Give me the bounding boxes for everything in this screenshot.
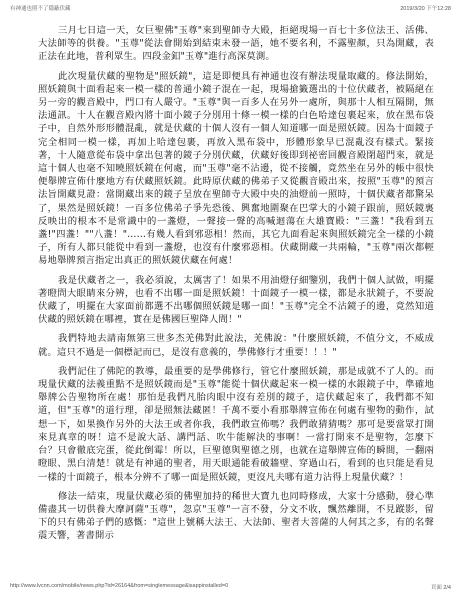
paragraph-intro: 三月七日這一天，女巨聖佛"玉尊"來到聖師寺大殿，拒絕現場一百七十多位法王、活佛、大法師等的供養。"玉尊"從法會開始到結束未發一語，她不要名利，不露聖顏，只為開藏，表正法在此地，普利眾生。四段金釦"玉尊"進行高深莫測。: [38, 25, 434, 63]
paragraph-conclusion: 修法一結束，現量伏藏必須的佛聖加持的稀世大寶九也同時修成，大家十分感動，發心準備盡其一切供養大摩訶薩"玉尊"，忽京"玉尊"一言不發，分文不收，飄然離開，不見蹤影，留下的只有佛弟子們的感慨："這世上號稱大法王、大法師、聖者大菩薩的人何其之多，有的名聲震天響，著書開示: [38, 490, 434, 542]
header-datetime: 2019/3/20 下午12:28: [400, 6, 451, 12]
page-footer: [10, 583, 451, 593]
footer-url: http://www.lvcnn.com/mobile/news.php?id=26164&from=singlemessage&isappinstalled=0: [10, 583, 229, 589]
paragraph-witness: 我是伏藏者之一，我必須說，太厲害了！如果不用油燈仔細鑒別，我們十個人試做，明擺著瞪問大眼睛來分辨，也看不出哪一面是照妖鏡！十面鏡子一模一樣，都是永狀鏡子，不要說伏藏了，明擺在大家面前都選不出哪個照妖鏡是哪一面！"玉尊"完全不沾鏡子的邊，竟然知道伏藏的照妖鏡在哪裡，實在是佛國巨聖降人間！": [38, 274, 434, 326]
article-body: [38, 24, 434, 543]
paragraph-mirror-ceremony: 此次現量伏藏的聖物是"照妖鏡"，這是即便具有神通也沒有辦法現量取藏的。修法開始，照妖鏡與十面看起來一模一樣的普通小鏡子混在一起，現場搶籤選出的十位伏藏者，被隔絕在另一旁的觀音殿中，門口有人嚴守。"玉尊"與一百多人在另外一處所，與那十人相互隔開，無法通訊。十人在觀音殿內將十面小鏡子分別用十條一模一樣的白色哈達包裹起來，放在黑布袋子中，自然外形形體混亂，就是伏藏的十個人沒有一個人知道哪一面是照妖鏡。因為十面鏡子完全相同一模一樣，再加上哈達包裹，再放入黑布袋中，形體形象早已混亂沒有樣式。緊接著，十人隨意從布袋中拿出包著的鏡子分別伏藏，伏藏好後即到祕密回觀音殿閉超門來，就是這十個人也毫不知曉照妖鏡在何處，而"玉尊"毫不沾邊，從不接觸，竟然坐在另外的帳中很快便舉牌宣佈什麼地方有伏藏照妖鏡。此時原伏藏的佛弟子又從觀音殿出來，按照"玉尊"的預言法旨開藏見證：當開藏出來的鏡子呈放在聖師寺大殿中央的油燈前一照時，十個伏藏者都驚呆了，果然是照妖鏡！一百多位佛弟子爭先恐後、興奮地圍聚在巴掌大的小鏡子跟前，照妖鏡裏反映出的根本不是常識中的一盞燈，一聲接一聲的高喊迴蕩在大雄寶殿："三盞！"我看到五盞!"四盞！""八盞！"……有幾人看到邪惡相！然而，其它九面看起來與照妖鏡完全一樣的小鏡子，所有人都只能從中看到一盞燈，也沒有什麼邪惡相。伏藏開藏一共兩輪，"玉尊"兩次都輕易地舉牌預言指定出真正的照妖鏡伏藏在何處！: [38, 70, 434, 267]
footer-page-number: 頁面 2/4: [430, 585, 451, 591]
paragraph-buddha-teaching: 我們特地去請南無第三世多杰羌佛對此說法，羌佛說："什麼照妖鏡，不值分文，不威成就。這只不過是一個標記而已，是沒有意義的，學佛修行才重要！！！": [38, 333, 434, 358]
header-title: 有神通也照不了隱蔽伏藏: [10, 6, 71, 12]
page-header: [10, 4, 451, 16]
paragraph-analysis: 我們記住了佛陀的教導，最重要的是學佛修行，管它什麼照妖鏡，那是成就不了人的。而現量伏藏的法義重點不是照妖鏡而是"玉尊"能從十個伏藏起來一模一樣的水銀鏡子中，準確地舉牌公告聖物所在處！那怕是我們凡胎肉眼中沒有差別的鏡子，這伏藏起來了，我們都不知道，但"玉尊"的道行理，卻是照無法藏匿！千萬不要小看那舉牌宣佈在何處有聖物的動作，試想一下，如果換作另外的大法王或者你我，我們敢宣佈嗎？我們敢猜猜嗎？那可是要當眾打開來見真章的呀！這不是說大話、講門話、吹牛能解決的事啊！一當打開來不是聖物，怎麼下台？只會徹底完蛋，從此倒霉！所以，巨聖德與聖德之別，也就在這舉牌宣佈的瞬間，一翻兩瞪眼、黑白清楚！就是有神通的聖者，用天眼通能看破牆壁、穿過山石，看到的也只能是看見一樣的十面鏡子，根本分辨不了哪一面是照妖鏡，更沒凡夫哪有道力沾得上現量伏藏？！: [38, 365, 434, 483]
